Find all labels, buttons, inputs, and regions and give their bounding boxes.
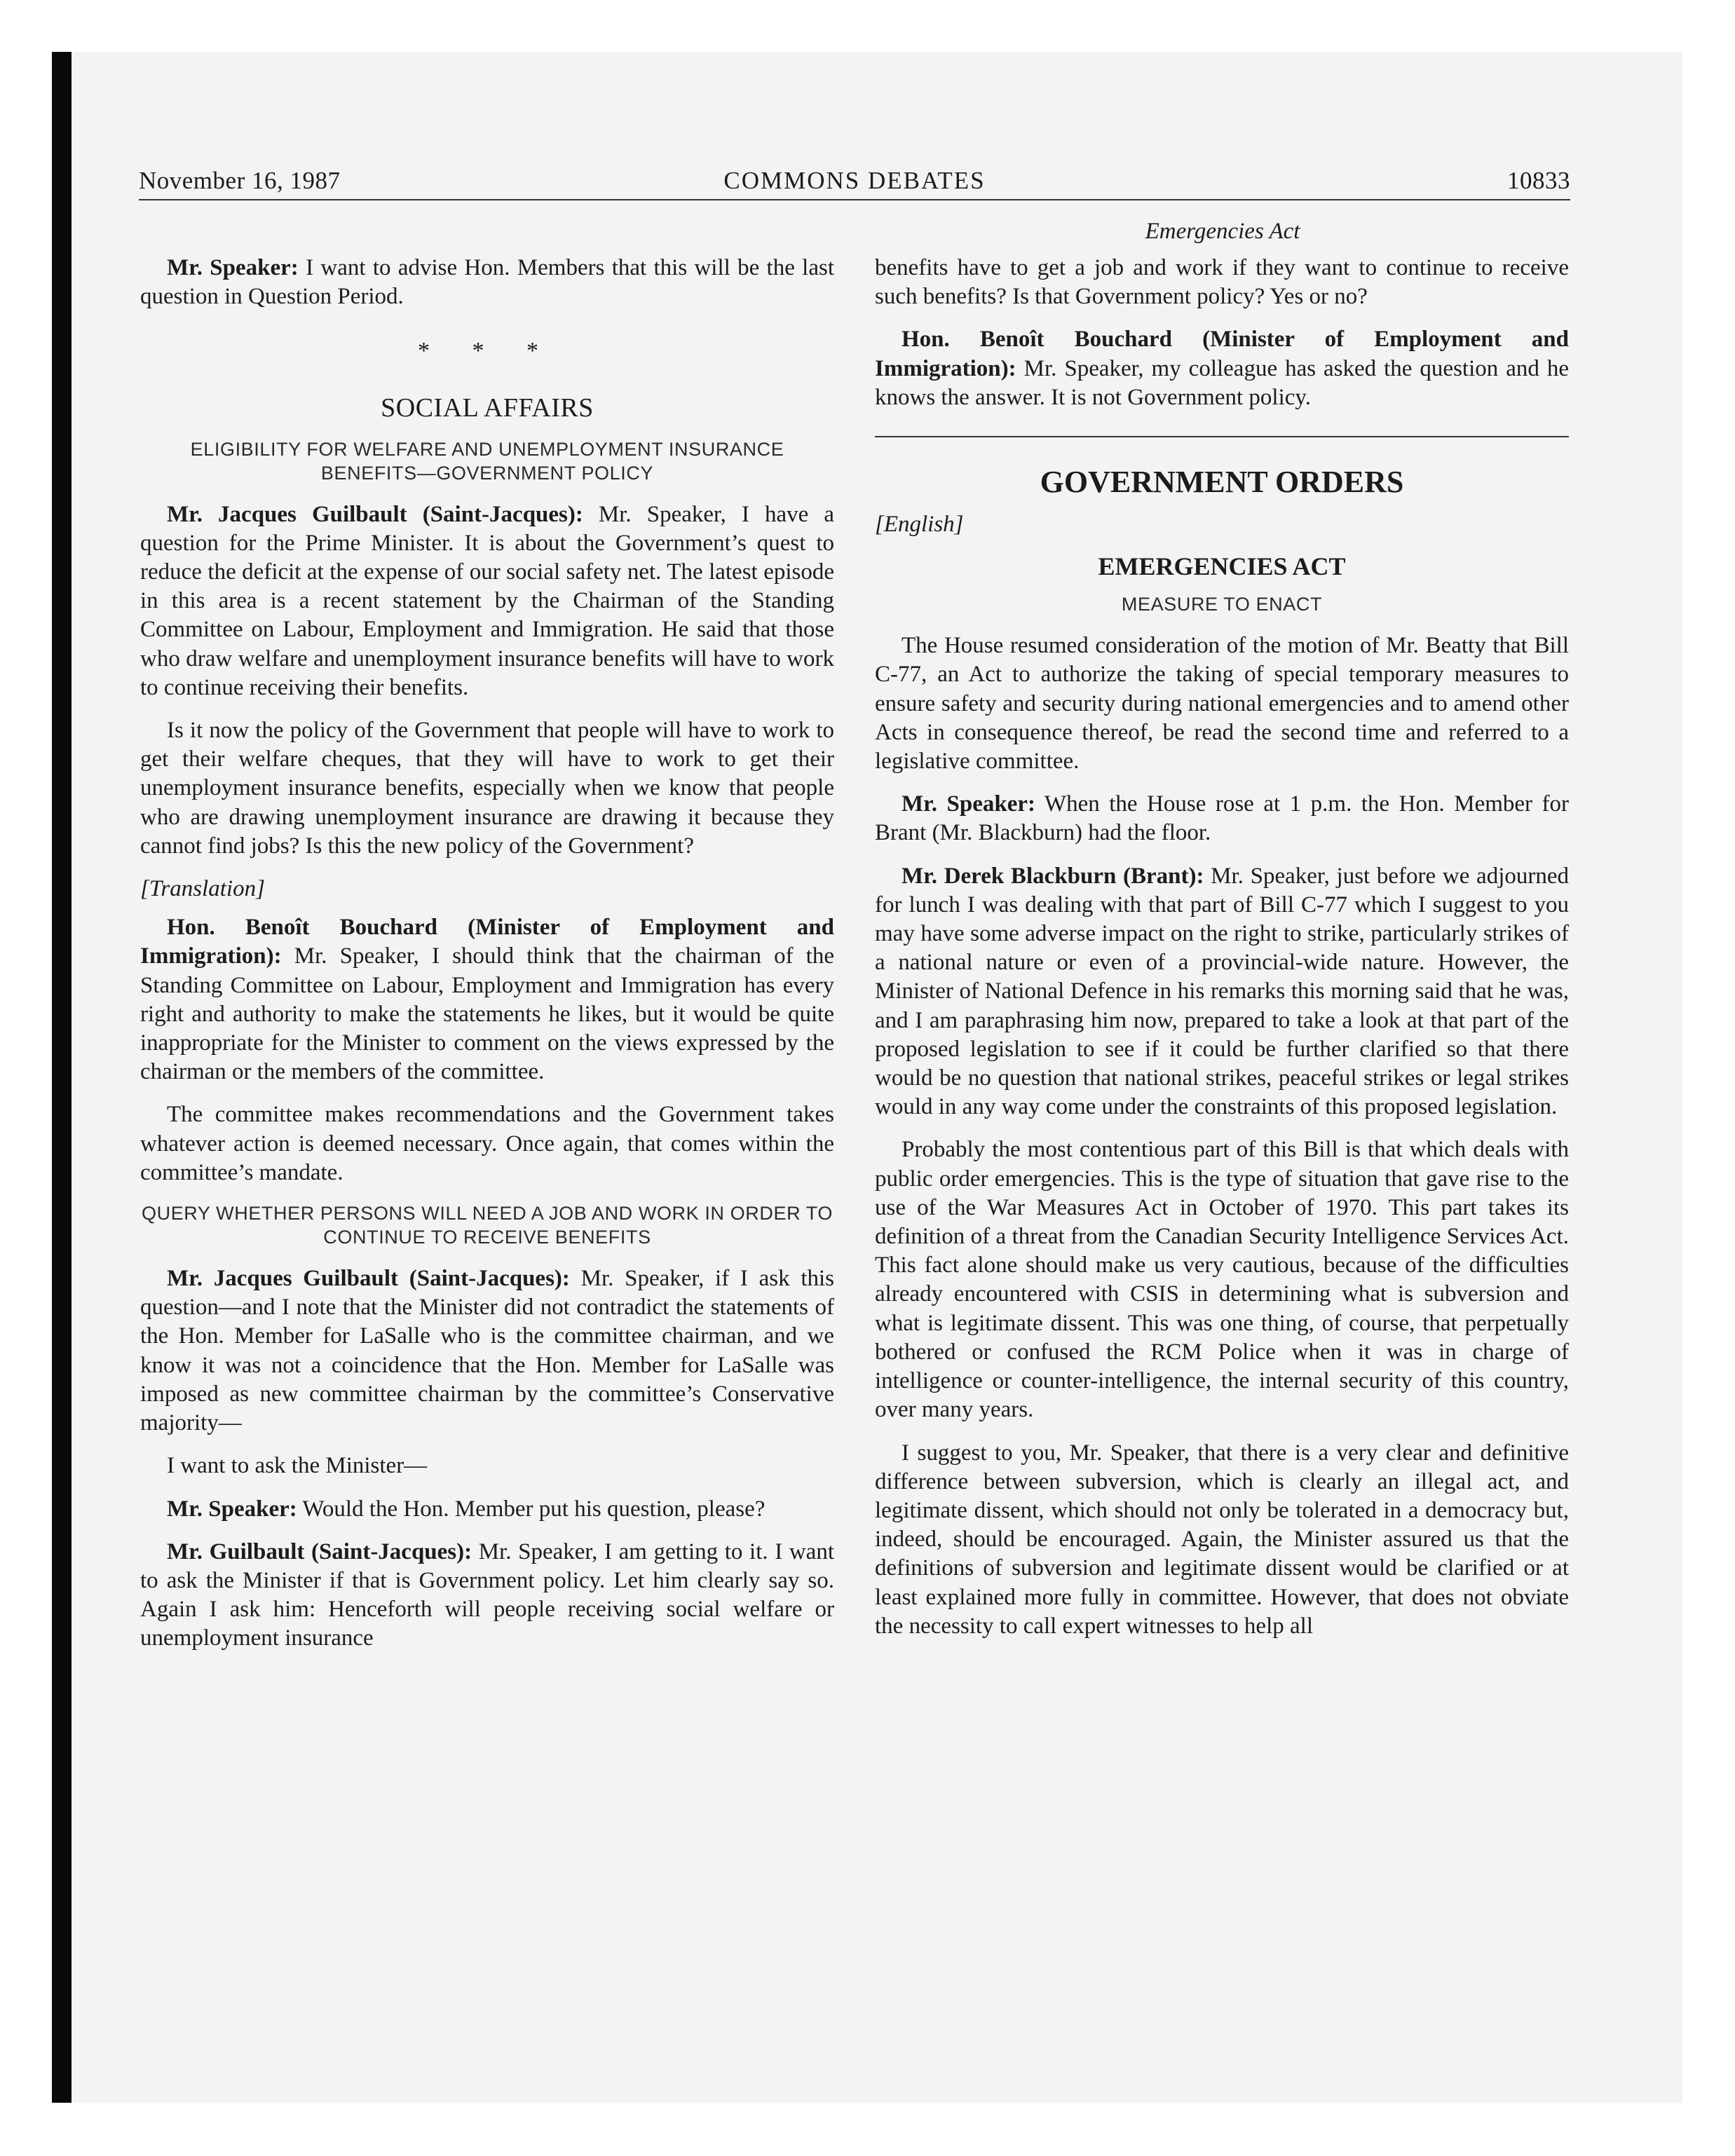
paragraph: The House resumed consideration of the motion of Mr. Beatty that Bill C-77, an Act to authorize the taking of special temporary measures to ensure safety and security during national emergencies and to amend other Acts in consequence thereof, be read the second time and referred to a legislative committee. [875, 633, 1569, 775]
paragraph: Probably the most contentious part of this Bill is that which deals with public order emergencies. This is the type of situation that gave rise to the use of the War Measures Act in October of 1970. This part takes its definition of a threat from the Canadian Security Intelligence Services Act. This fact alone should make us very cautious, because of the difficulties already encountered with CSIS in determining what is subversion and what is legitimate dissent. This was one thing, of course, that perpetually bothered or confused the RCM Police when it was in charge of intelligence or counter-intelligence, the internal security of this country, over many years. [875, 1137, 1569, 1423]
paragraph [140, 1538, 834, 1653]
paragraph [140, 1495, 834, 1524]
header-page-number: 10833 [1507, 167, 1570, 194]
speech-text: Mr. Speaker, my colleague has asked the question and he knows the answer. It is not Government policy. [875, 355, 1569, 410]
header-rule [139, 199, 1570, 200]
speech-text: I want to advise Hon. Members that this will be the last question in Question Period. [140, 255, 834, 310]
speaker-name: Mr. Jacques Guilbault (Saint-Jacques): [167, 1266, 570, 1292]
speech-text: Mr. Speaker, just before we adjourned for lunch I was dealing with that part of Bill C-77 which I suggest to you may have some adverse impact on the right to strike, particularly strikes of a national nature or even of a provincial-wide nature. However, the Minister of National Defence in his remarks this morning said that he was, and I am paraphrasing him now, prepared to take a look at that part of the proposed legislation to see if it could be further clarified so that there would be no question that national strikes, peaceful strikes or legal strikes would in any way come under the constraints of this proposed legislation. [875, 863, 1569, 1120]
speaker-name: Hon. Benoît Bouchard (Minister of Employment and Immigration): [140, 915, 834, 969]
act-title: EMERGENCIES ACT [1098, 552, 1346, 581]
english-tag: [English] [875, 512, 964, 538]
speaker-name: Mr. Derek Blackburn (Brant): [901, 863, 1204, 889]
speech-text: Mr. Speaker, I should think that the chairman of the Standing Committee on Labour, Employment and Immigration has every right and authority to make the statements he likes, but it would be quite inappropriate for the Minister to comment on the views expressed by the chairman or the members of the committee. [140, 943, 834, 1085]
paragraph [875, 862, 1569, 1122]
translation-tag: [Translation] [140, 876, 265, 902]
speech-text: Mr. Speaker, if I ask this question—and I note that the Minister did not contradict the statements of the Hon. Member for LaSalle who is the committee chairman, and we know it was not a coincidence that the Hon. Member for LaSalle was imposed as new committee chairman by the committee’s Conservative majority— [140, 1266, 834, 1436]
paragraph [140, 913, 834, 1086]
paragraph: Is it now the policy of the Government that people will have to work to get their welfare cheques, that they will have to work to get their unemployment insurance benefits, especially when we know that people who are drawing unemployment insurance are drawing it because they cannot find jobs? Is this the new policy of the Government? [140, 718, 834, 859]
speech-text: Mr. Speaker, I have a question for the Prime Minister. It is about the Government’s quest to reduce the deficit at the expense of our social safety net. The latest episode in this area is a recent statement by the Chairman of the Standing Committee on Labour, Employment and Immigration. He said that those who draw welfare and unemployment insurance benefits will have to work to continue receiving their benefits. [140, 501, 834, 700]
section-break-stars: * * * [418, 338, 557, 364]
speaker-name: Hon. Benoît Bouchard (Minister of Employment and Immigration): [875, 327, 1569, 381]
paragraph: The committee makes recommendations and the Government takes whatever action is deemed necessary. Once again, that comes within the committee’s mandate. [140, 1102, 834, 1185]
speaker-name: Mr. Speaker: [167, 255, 299, 280]
paragraph [140, 500, 834, 702]
speaker-name: Mr. Jacques Guilbault (Saint-Jacques): [167, 501, 583, 527]
scan-edge-bar [52, 52, 72, 2103]
speaker-name: Mr. Speaker: [901, 791, 1036, 817]
speech-text: Mr. Speaker, I am getting to it. I want to ask the Minister if that is Government policy. Let him clearly say so. Again I ask him: Henceforth will people receiving social welfare or unemployment insurance [140, 1538, 834, 1651]
paragraph: I want to ask the Minister— [167, 1453, 428, 1479]
paragraph [140, 1264, 834, 1438]
subheading: QUERY WHETHER PERSONS WILL NEED A JOB AND WORK IN ORDER TO CONTINUE TO RECEIVE BENEFITS [142, 1203, 833, 1248]
left-column [140, 254, 834, 1667]
paragraph [140, 254, 834, 311]
subheading: MEASURE TO ENACT [1121, 594, 1323, 615]
page-header [139, 163, 1570, 199]
header-publication: COMMONS DEBATES [723, 167, 986, 194]
speaker-name: Mr. Speaker: [167, 1496, 297, 1522]
paragraph [875, 325, 1569, 412]
speech-text: Would the Hon. Member put his question, please? [297, 1496, 766, 1522]
paragraph: I suggest to you, Mr. Speaker, that there is a very clear and definitive difference between subversion, which is clearly an illegal act, and legitimate dissent, which should not only be tolerated in a democracy but, indeed, should be encouraged. Again, the Minister assured us that the definitions of subversion and legitimate dissent would be clarified or at least explained more fully in committee. However, that does not obviate the necessity to call expert witnesses to help all [875, 1440, 1569, 1639]
section-rule [875, 436, 1569, 437]
section-title: SOCIAL AFFAIRS [381, 393, 594, 423]
speaker-name: Mr. Guilbault (Saint-Jacques): [167, 1538, 472, 1564]
speech-text: When the House rose at 1 p.m. the Hon. Member for Brant (Mr. Blackburn) had the floor. [875, 791, 1569, 846]
running-head: Emergencies Act [1145, 219, 1300, 244]
paragraph: benefits have to get a job and work if they want to continue to receive such benefits? Is that Government policy? Yes or no? [875, 255, 1569, 310]
subheading: ELIGIBILITY FOR WELFARE AND UNEMPLOYMENT INSURANCE BENEFITS—GOVERNMENT POLICY [190, 438, 784, 484]
paragraph [875, 790, 1569, 847]
section-title: GOVERNMENT ORDERS [1040, 465, 1404, 500]
header-date: November 16, 1987 [139, 167, 341, 194]
right-column [875, 254, 1569, 1655]
